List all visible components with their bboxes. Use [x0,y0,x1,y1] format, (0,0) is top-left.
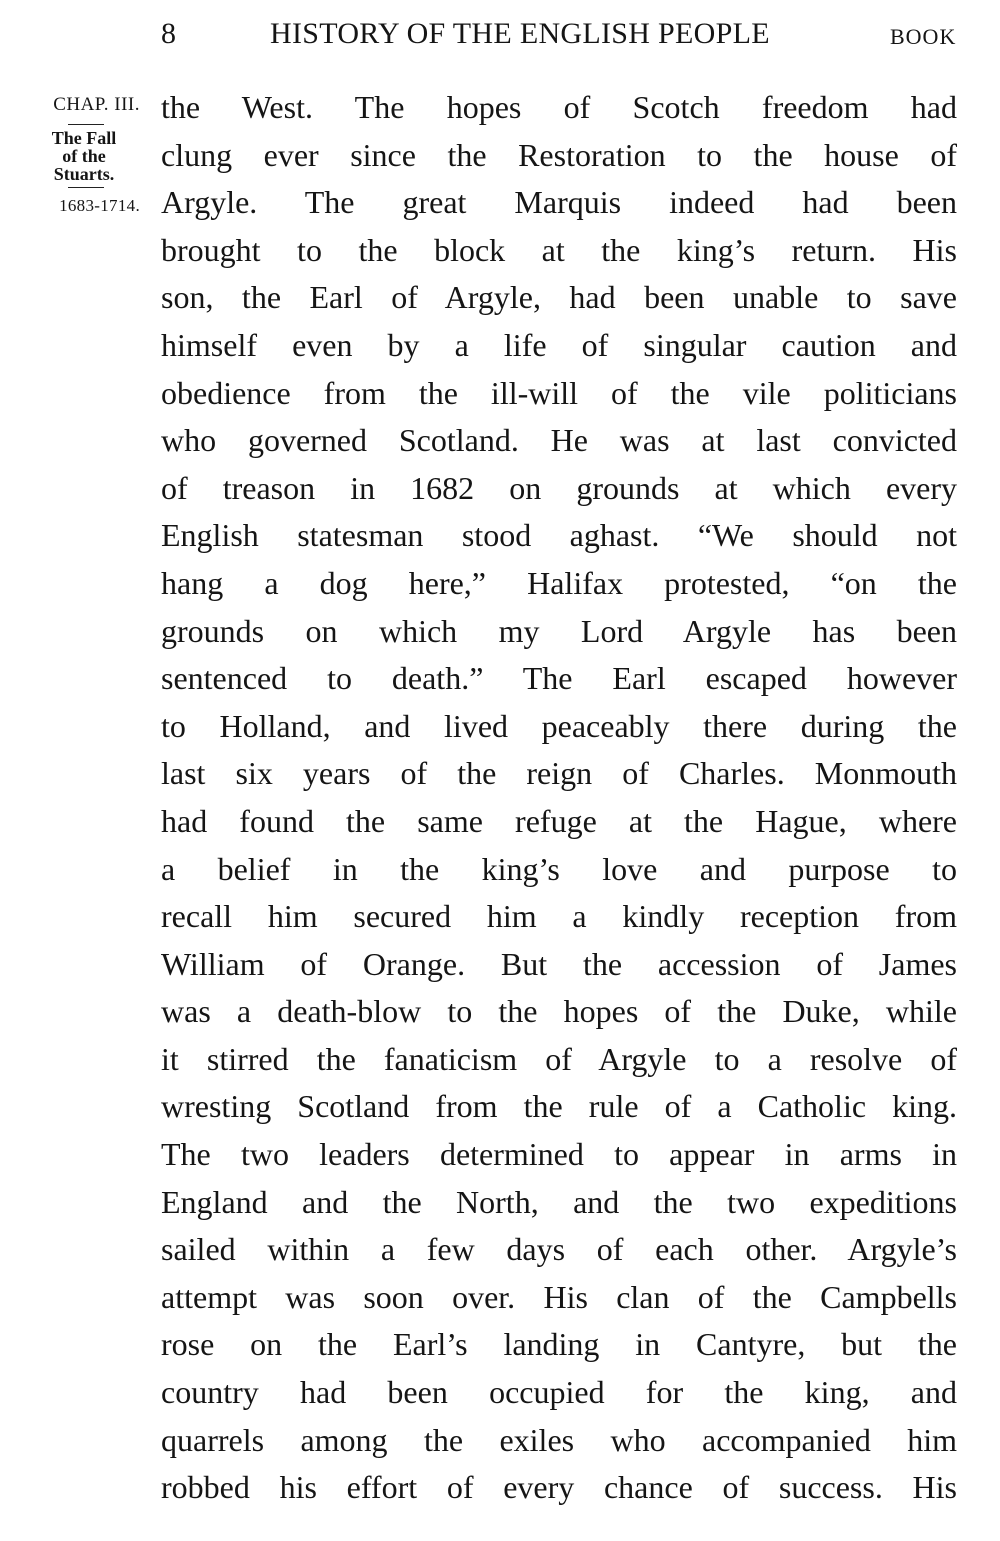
date-range: 1683-1714. [59,196,140,215]
text-line: clung ever since the Restoration to the house of [161,136,957,173]
text-line: recall him secured him a kindly reception from [161,898,957,935]
margin-sidenotes [14,90,144,220]
topic-sidenote [28,129,140,183]
text-line: wresting Scotland from the rule of a Catholic king. [161,1088,957,1125]
book-label: BOOK [890,24,957,49]
text-line: who governed Scotland. He was at last convicted [161,422,957,459]
text-line: England and the North, and the two expeditions [161,1183,957,1220]
sidenote-divider [68,187,104,188]
text-line: hang a dog here,” Halifax protested, “on the [161,564,957,601]
text-line: it stirred the fanaticism of Argyle to a resolve of [161,1040,957,1077]
text-line: sailed within a few days of each other. Argyle’s [161,1231,957,1268]
page-header [0,14,1000,54]
text-line: last six years of the reign of Charles. Monmouth [161,755,957,792]
text-line: brought to the block at the king’s return. His [161,231,957,268]
text-line: country had been occupied for the king, and [161,1374,957,1411]
text-line: The two leaders determined to appear in arms in [161,1136,957,1173]
text-line: son, the Earl of Argyle, had been unable to save [161,279,957,316]
text-line: had found the same refuge at the Hague, where [161,802,957,839]
text-line: Argyle. The great Marquis indeed had been [161,184,957,221]
text-line: of treason in 1682 on grounds at which every [161,469,957,506]
text-line: quarrels among the exiles who accompanied him [161,1421,957,1458]
text-line: robbed his effort of every chance of success. His [161,1469,957,1506]
text-line: the West. The hopes of Scotch freedom had [161,89,957,125]
text-line: rose on the Earl’s landing in Cantyre, but the [161,1326,957,1363]
text-line: English statesman stood aghast. “We should not [161,517,957,554]
text-line: a belief in the king’s love and purpose to [161,850,957,887]
running-title: HISTORY OF THE ENGLISH PEOPLE [270,17,770,50]
chapter-label: CHAP. III. [53,94,140,115]
topic-line: The Fall [51,128,117,148]
topic-line: Stuarts. [53,164,115,184]
text-line: sentenced to death.” The Earl escaped however [161,660,957,697]
body-text [161,84,957,1512]
page-number: 8 [161,17,176,50]
text-line: attempt was soon over. His clan of the Campbells [161,1278,957,1315]
text-line: grounds on which my Lord Argyle has been [161,612,957,649]
text-line: himself even by a life of singular caution and [161,326,957,363]
sidenote-divider [68,124,104,125]
topic-line: of the [62,146,106,166]
text-line: was a death-blow to the hopes of the Duke, while [161,993,957,1030]
text-line: William of Orange. But the accession of James [161,945,957,982]
text-line: to Holland, and lived peaceably there during the [161,707,957,744]
text-line: obedience from the ill-will of the vile politicians [161,374,957,411]
